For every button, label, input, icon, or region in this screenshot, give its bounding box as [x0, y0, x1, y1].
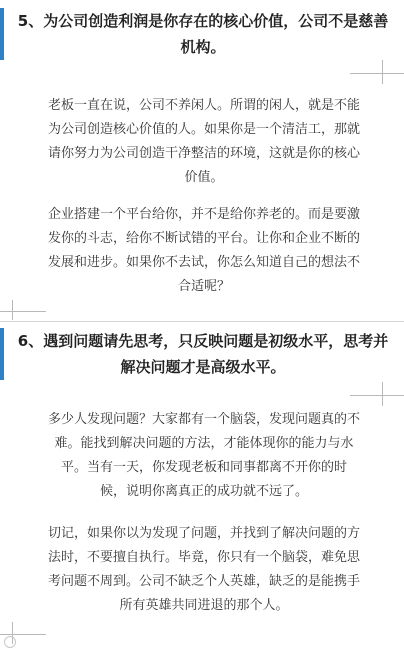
text-line: 价值。	[184, 170, 224, 185]
text-line: 老板一直在说，公司不养闲人。所谓的闲人，就是不能	[47, 98, 360, 113]
accent-bar	[0, 8, 4, 60]
heading-line: 6、遇到问题请先思考，只反映问题是初级水平，思考并	[17, 332, 389, 350]
text-line: 多少人发现问题？大家都有一个脑袋，发现问题真的不	[47, 412, 360, 427]
section-5-paragraph-2	[30, 203, 378, 299]
text-line: 难。能找到解决问题的方法，才能体现你的能力与水	[54, 436, 354, 451]
section-6-paragraph-1	[30, 408, 378, 504]
decor-line	[382, 382, 383, 406]
heading-line: 解决问题才是高级水平。	[120, 358, 286, 376]
section-6-heading	[8, 328, 398, 380]
text-line: 平。当有一天，你发现老板和同事都离不开你的时	[60, 460, 347, 475]
text-line: 候，说明你离真正的成功就不远了。	[99, 484, 308, 499]
heading-line: 5、为公司创造利润是你存在的核心价值，公司不是慈善	[17, 12, 389, 30]
section-6-paragraph-2	[30, 522, 378, 618]
text-line: 法时，不要擅自执行。毕竟，你只有一个脑袋，难免思	[47, 550, 360, 565]
decor-line	[350, 395, 404, 396]
decor-line	[12, 300, 13, 320]
section-5	[0, 0, 404, 320]
watermark-logo-icon	[4, 636, 16, 648]
section-5-paragraph-1	[30, 94, 378, 190]
text-line: 为公司创造核心价值的人。如果你是一个清洁工，那就	[47, 122, 360, 137]
decor-line	[382, 60, 383, 84]
text-line: 合适呢？	[177, 279, 230, 294]
text-line: 考问题不周到。公司不缺乏个人英雄，缺乏的是能携手	[47, 574, 360, 589]
text-line: 请你努力为公司创造干净整洁的环境，这就是你的核心	[47, 146, 360, 161]
watermark	[4, 636, 18, 648]
accent-bar	[0, 328, 4, 380]
text-line: 企业搭建一个平台给你，并不是给你养老的。而是要激	[47, 207, 360, 222]
decor-line	[0, 311, 46, 312]
section-6	[0, 320, 404, 652]
text-line: 发你的斗志，给你不断试错的平台。让你和企业不断的	[47, 231, 360, 246]
section-5-heading	[8, 8, 398, 60]
decor-line	[0, 634, 46, 635]
text-line: 发展和进步。如果你不去试，你怎么知道自己的想法不	[47, 255, 360, 270]
text-line: 所有英雄共同进退的那个人。	[119, 598, 289, 613]
decor-line	[350, 73, 404, 74]
text-line: 切记，如果你以为发现了问题，并找到了解决问题的方	[47, 526, 360, 541]
heading-line: 机构。	[180, 38, 226, 56]
